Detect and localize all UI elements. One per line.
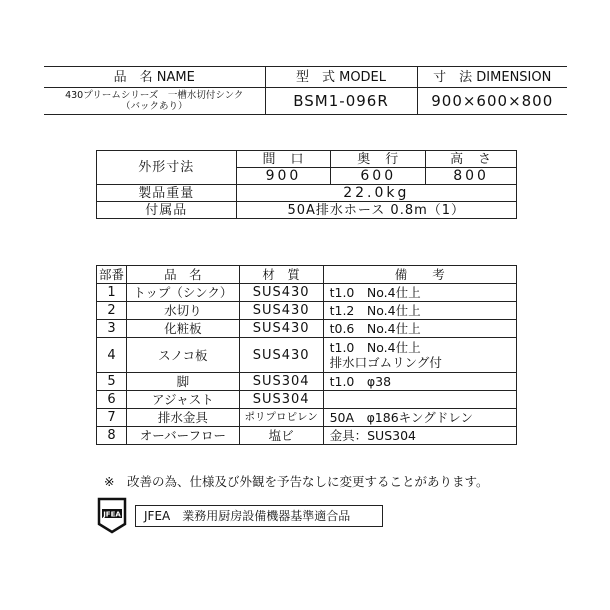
part-material: SUS430 [239, 302, 323, 320]
part-note-cell [323, 338, 516, 373]
part-material: ポリプロピレン [239, 409, 323, 427]
certification-text: JFEA 業務用厨房設備機器基準適合品 [135, 505, 383, 527]
depth-label: 奥 行 [331, 151, 426, 168]
table-row [97, 409, 517, 427]
weight-value: 22.0kg [236, 185, 516, 202]
accessory-label: 付属品 [97, 202, 237, 219]
part-material: SUS430 [239, 338, 323, 373]
part-note: t1.0 φ38 [323, 373, 516, 391]
part-name: スノコ板 [126, 338, 239, 373]
part-name: トップ（シンク） [126, 284, 239, 302]
part-no: 3 [97, 320, 127, 338]
table-row [97, 373, 517, 391]
part-no: 6 [97, 391, 127, 409]
part-note: t1.0 No.4仕上 [323, 284, 516, 302]
part-name: 排水金具 [126, 409, 239, 427]
name-header: 品 名 NAME [44, 67, 265, 88]
depth-value: 600 [331, 168, 426, 185]
change-notice: ※ 改善の為、仕様及び外観を予告なしに変更することがあります。 [104, 474, 489, 489]
parts-table [96, 265, 517, 445]
table-row [97, 302, 517, 320]
width-value: 900 [236, 168, 331, 185]
product-name-line2: （バックあり） [120, 101, 188, 112]
part-name: 脚 [126, 373, 239, 391]
product-name-line1: 430プリームシリーズ 一槽水切付シンク [65, 90, 244, 101]
product-header-table [44, 66, 567, 115]
model-value: BSM1-096R [265, 88, 417, 115]
table-row [97, 391, 517, 409]
part-no: 5 [97, 373, 127, 391]
weight-label: 製品重量 [97, 185, 237, 202]
part-no: 4 [97, 338, 127, 373]
dimension-header: 寸 法 DIMENSION [417, 67, 567, 88]
part-material: SUS304 [239, 391, 323, 409]
part-note: t0.6 No.4仕上 [323, 320, 516, 338]
part-no-header: 部番 [97, 266, 127, 284]
part-note: 50A φ186キングドレン [323, 409, 516, 427]
table-row [97, 338, 517, 373]
part-no: 8 [97, 427, 127, 445]
spec-table [96, 150, 517, 219]
part-note [323, 391, 516, 409]
part-material: SUS304 [239, 373, 323, 391]
part-name: アジャスト [126, 391, 239, 409]
model-header: 型 式 MODEL [265, 67, 417, 88]
product-name-cell [44, 88, 265, 115]
part-note: 金具：SUS304 [323, 427, 516, 445]
table-row [97, 284, 517, 302]
part-name-header: 品 名 [126, 266, 239, 284]
part-name: オーバーフロー [126, 427, 239, 445]
part-name: 化粧板 [126, 320, 239, 338]
part-no: 7 [97, 409, 127, 427]
height-value: 800 [426, 168, 517, 185]
jfea-logo-icon [95, 496, 129, 534]
height-label: 高 さ [426, 151, 517, 168]
dimension-value: 900×600×800 [417, 88, 567, 115]
outer-dimension-label: 外形寸法 [97, 151, 237, 185]
table-row [97, 320, 517, 338]
part-material: SUS430 [239, 320, 323, 338]
part-note-extra: 排水口ゴムリング付 [329, 355, 442, 370]
part-material: SUS430 [239, 284, 323, 302]
part-no: 2 [97, 302, 127, 320]
part-note: t1.0 No.4仕上 [329, 340, 421, 355]
part-material: 塩ビ [239, 427, 323, 445]
material-header: 材 質 [239, 266, 323, 284]
width-label: 間 口 [236, 151, 331, 168]
accessory-value: 50A排水ホース 0.8m（1） [236, 202, 516, 219]
certification [95, 496, 385, 534]
note-header: 備 考 [323, 266, 516, 284]
part-name: 水切り [126, 302, 239, 320]
table-row [97, 427, 517, 445]
part-note: t1.2 No.4仕上 [323, 302, 516, 320]
jfea-logo-text: JFEA [103, 510, 121, 519]
part-no: 1 [97, 284, 127, 302]
